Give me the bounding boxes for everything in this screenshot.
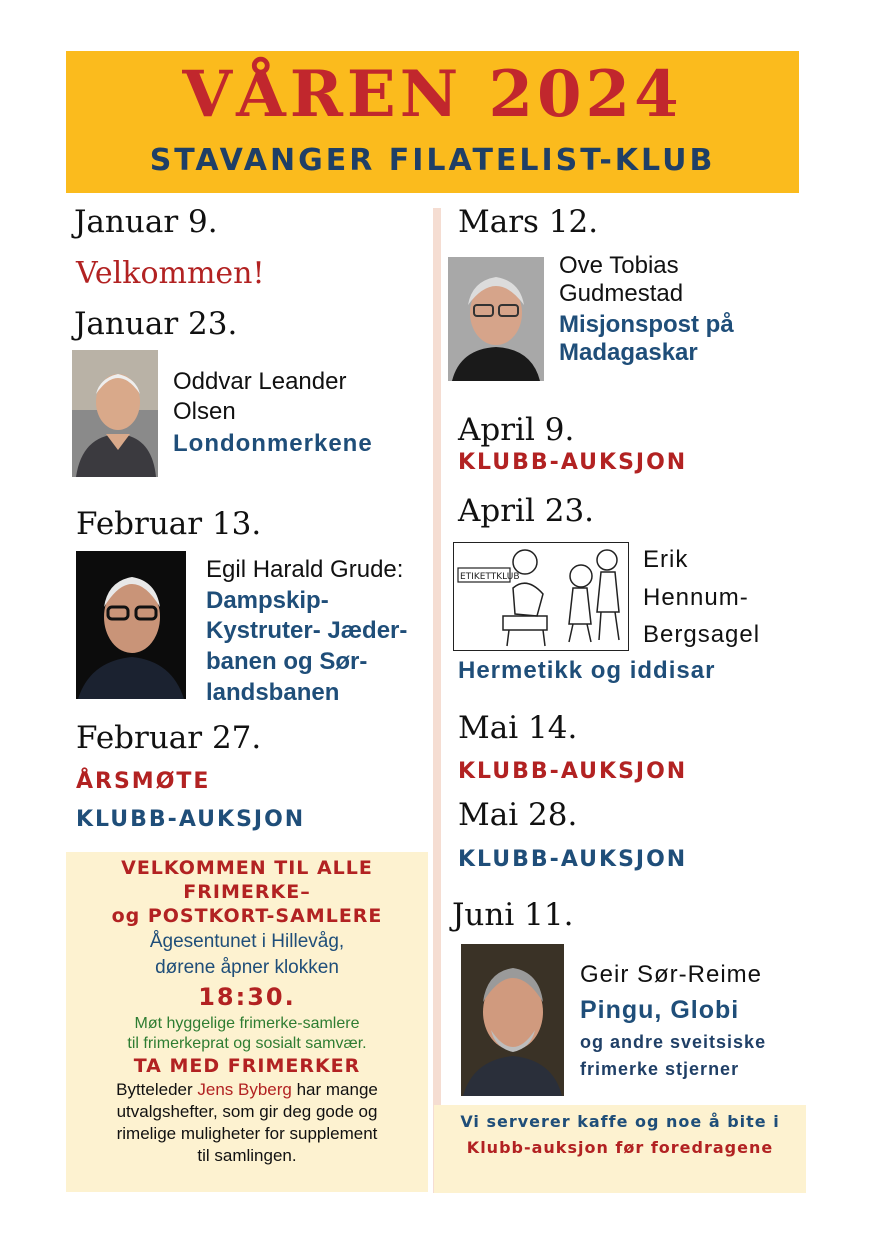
- topic-londonmerkene: Londonmerkene: [173, 430, 373, 457]
- topic-line3: banen og Sør-: [206, 648, 368, 675]
- speaker-name-line3: Bergsagel: [643, 621, 761, 648]
- topic-sub-line1: og andre sveitsiske: [580, 1032, 767, 1052]
- event-arsmote: ÅRSMØTE: [76, 769, 211, 794]
- coffee-note: Vi serverer kaffe og noe å bite i: [460, 1112, 780, 1131]
- event-auction: KLUBB-AUKSJON: [458, 759, 688, 784]
- event-auction: KLUBB-AUKSJON: [458, 847, 688, 872]
- info-bring-stamps: TA MED FRIMERKER: [133, 1055, 361, 1077]
- speaker-name-line1: Erik: [643, 546, 689, 573]
- info-trader: [66, 1079, 428, 1101]
- topic-line4: landsbanen: [206, 679, 340, 706]
- info-booklets: utvalgshefter, som gir deg gode og: [116, 1102, 378, 1121]
- date-may28: Mai 28.: [458, 797, 578, 833]
- date-apr23: April 23.: [458, 493, 595, 529]
- date-may14: Mai 14.: [458, 710, 578, 746]
- event-auction: KLUBB-AUKSJON: [76, 807, 306, 832]
- portrait-geir: [461, 944, 564, 1096]
- date-feb27: Februar 27.: [76, 720, 262, 756]
- info-heading-2: FRIMERKE–: [183, 881, 311, 903]
- topic-line1: Misjonspost på: [559, 311, 734, 338]
- date-feb13: Februar 13.: [76, 506, 262, 542]
- info-trader-prefix: Bytteleder: [116, 1080, 198, 1099]
- topic-line1: Dampskip-: [206, 587, 329, 614]
- topic-sub-line2: frimerke stjerner: [580, 1059, 740, 1079]
- topic-hermetikk: Hermetikk og iddisar: [458, 657, 716, 684]
- speaker-name-line2: Olsen: [173, 398, 236, 425]
- portrait-ove: [448, 257, 544, 381]
- topic-pingu-globi: Pingu, Globi: [580, 996, 740, 1024]
- date-mar12: Mars 12.: [458, 204, 599, 240]
- speaker-name: Egil Harald Grude:: [206, 556, 404, 583]
- speaker-name-line1: Ove Tobias: [559, 252, 679, 279]
- info-trader-suffix: har mange: [291, 1080, 378, 1099]
- info-supplement: rimelige muligheter for supplement: [116, 1124, 378, 1143]
- welcome-text: Velkommen!: [76, 256, 265, 291]
- club-name: STAVANGER FILATELIST-KLUB: [149, 143, 716, 178]
- topic-line2: Kystruter- Jæder-: [206, 617, 408, 644]
- column-divider: [433, 208, 441, 1193]
- auction-note: Klubb-auksjon før foredragene: [466, 1138, 774, 1157]
- portrait-oddvar: [72, 350, 158, 477]
- header-banner: [66, 51, 799, 193]
- coffee-box: [434, 1105, 806, 1193]
- event-auction: KLUBB-AUKSJON: [458, 450, 688, 475]
- info-heading-3: og POSTKORT-SAMLERE: [111, 905, 383, 927]
- cartoon-illustration: [453, 542, 629, 651]
- info-heading-1: VELKOMMEN TIL ALLE: [121, 857, 373, 879]
- topic-line2: Madagaskar: [559, 339, 698, 366]
- info-doors: dørene åpner klokken: [155, 957, 339, 978]
- speaker-name-line2: Gudmestad: [559, 280, 684, 307]
- info-trader-name: Jens Byberg: [197, 1080, 292, 1099]
- date-jan9: Januar 9.: [74, 204, 218, 240]
- speaker-name-line2: Hennum-: [643, 584, 749, 611]
- info-chat: til frimerkeprat og sosialt samvær.: [127, 1035, 367, 1052]
- info-venue: Ågesentunet i Hillevåg,: [149, 931, 345, 952]
- cartoon-sign-text: ETIKETTKLUB: [460, 572, 520, 582]
- speaker-name-line1: Oddvar Leander: [173, 368, 347, 395]
- info-time: 18:30.: [198, 983, 296, 1011]
- date-jan23: Januar 23.: [74, 306, 238, 342]
- speaker-name: Geir Sør-Reime: [580, 961, 763, 988]
- portrait-egil: [76, 551, 186, 699]
- page-title: VÅREN 2024: [182, 57, 683, 132]
- info-collection: til samlingen.: [197, 1146, 297, 1165]
- info-box: [66, 852, 428, 1192]
- date-jun11: Juni 11.: [452, 897, 574, 933]
- info-meet: Møt hyggelige frimerke-samlere: [134, 1015, 360, 1032]
- date-apr9: April 9.: [458, 412, 575, 448]
